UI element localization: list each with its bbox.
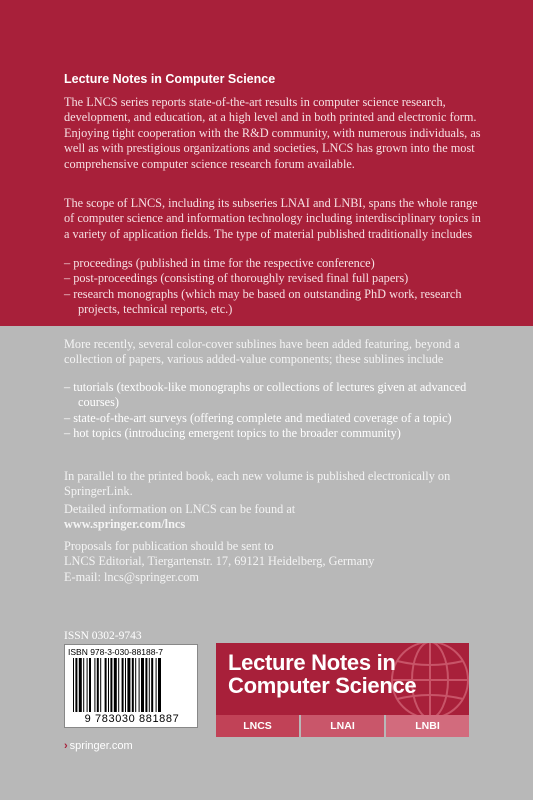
subseries-lnbi: LNBI — [384, 715, 469, 737]
logo-line-2: Computer Science — [228, 673, 417, 698]
springerlink-paragraph: In parallel to the printed book, each new volume is published electronically on SpringerLink. — [64, 469, 451, 499]
list-item: – hot topics (introducing emergent topics to the broader community) — [64, 426, 494, 441]
scope-paragraph: The scope of LNCS, including its subseries LNAI and LNBI, spans the whole range of computer science and information technology including interdisciplinary topics in a variety of application fields. The type of material published traditionally includes — [64, 196, 481, 241]
isbn-number: ISBN 978-3-030-88188-7 — [68, 647, 163, 657]
subseries-lnai: LNAI — [299, 715, 384, 737]
list-item: – post-proceedings (consisting of thoroughly revised final full papers) — [64, 271, 494, 286]
proposals-line: Proposals for publication should be sent to — [64, 539, 274, 553]
traditional-material-list — [64, 256, 494, 318]
info-text: Detailed information on LNCS can be found at — [64, 502, 296, 516]
list-item: – proceedings (published in time for the respective conference) — [64, 256, 494, 271]
series-title: Lecture Notes in Computer Science — [64, 72, 276, 86]
email-line: E-mail: lncs@springer.com — [64, 569, 199, 584]
list-item: – research monographs (which may be based on outstanding PhD work, research projects, technical reports, etc.) — [64, 287, 494, 318]
info-paragraph — [64, 502, 484, 533]
issn-number: ISSN 0302-9743 — [64, 630, 142, 642]
chevron-right-icon: › — [64, 740, 68, 752]
series-logo — [216, 643, 469, 737]
isbn-barcode — [64, 644, 198, 728]
barcode-digits: 9 783030 881887 — [84, 713, 180, 725]
logo-line-1: Lecture Notes in — [228, 650, 396, 675]
list-item: – state-of-the-art surveys (offering complete and mediated coverage of a topic) — [64, 411, 494, 426]
proposals-paragraph — [64, 539, 484, 585]
publisher-link[interactable] — [64, 740, 133, 752]
list-item: – tutorials (textbook-like monographs or collections of lectures given at advanced courses) — [64, 380, 494, 411]
intro-paragraph: The LNCS series reports state-of-the-art results in computer science research, development, and education, at a high level and in both printed and electronic form. Enjoying tight cooperation with the R&D community, with numerous individuals, as well as with prestigious organizations and societies, LNCS has grown into the most comprehensive computer science research forum available. — [64, 95, 481, 171]
publisher-name: springer.com — [69, 740, 133, 752]
subseries-lncs: LNCS — [216, 715, 299, 737]
subseries-bar — [216, 715, 469, 737]
sublines-paragraph: More recently, several color-cover sublines have been added featuring, beyond a collection of papers, various added-value components; these sublines include — [64, 337, 460, 367]
editorial-address: LNCS Editorial, Tiergartenstr. 17, 69121 Heidelberg, Germany — [64, 554, 375, 569]
sublines-list — [64, 380, 494, 442]
lncs-url-link[interactable]: www.springer.com/lncs — [64, 517, 186, 532]
barcode-icon — [73, 658, 191, 712]
